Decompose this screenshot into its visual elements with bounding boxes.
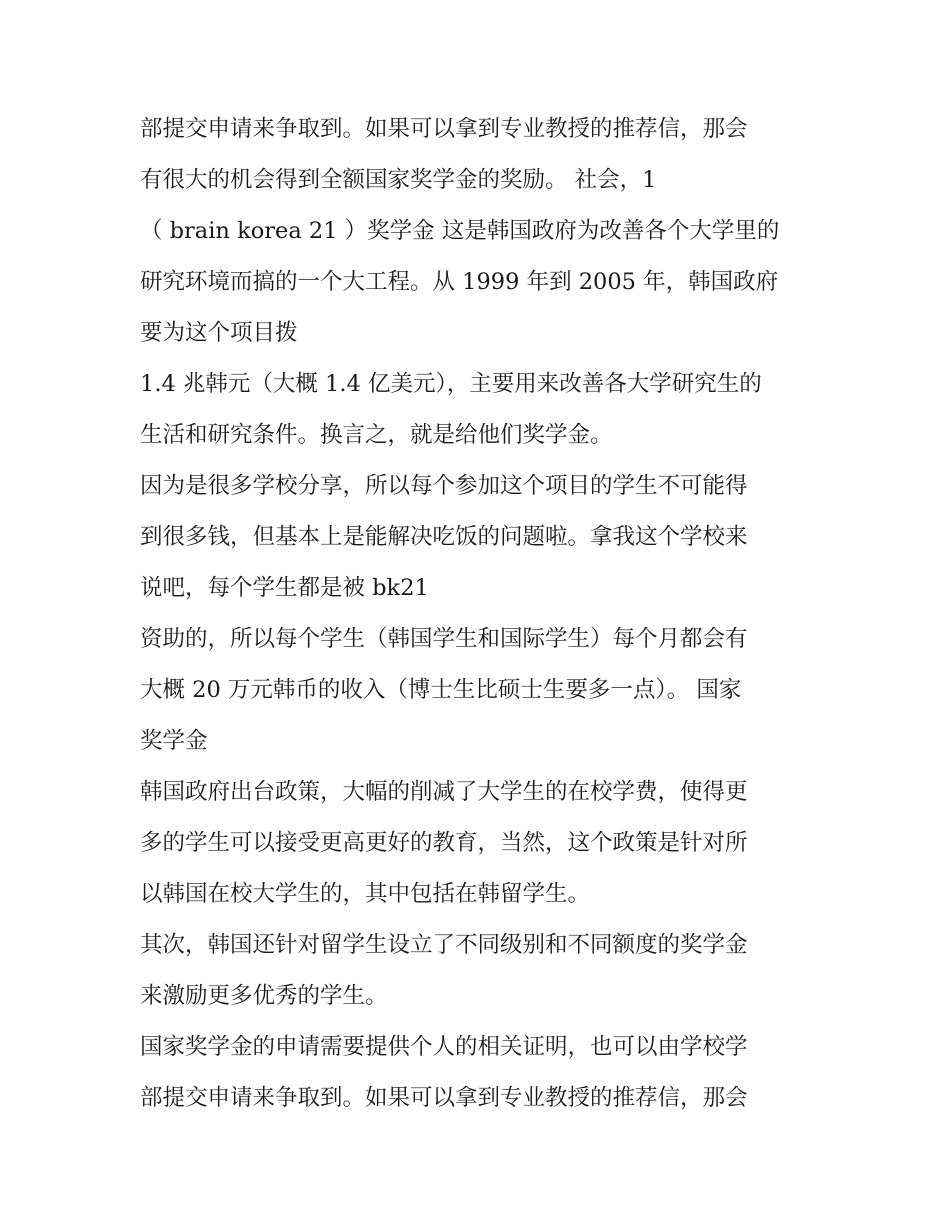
text-line: 其次，韩国还针对留学生设立了不同级别和不同额度的奖学金: [140, 932, 748, 958]
text-line: 到很多钱，但基本上是能解决吃饭的问题啦。拿我这个学校来: [140, 524, 748, 550]
text-line: 国家奖学金的申请需要提供个人的相关证明，也可以由学校学: [140, 1034, 748, 1060]
text-line: 有很大的机会得到全额国家奖学金的奖励。 社会，1: [140, 167, 657, 193]
text-line: 1.4 兆韩元（大概 1.4 亿美元），主要用来改善各大学研究生的: [140, 371, 762, 397]
text-line: 以韩国在校大学生的，其中包括在韩留学生。: [140, 881, 591, 907]
text-line: 奖学金: [140, 728, 208, 754]
text-line: 生活和研究条件。换言之，就是给他们奖学金。: [140, 422, 613, 448]
text-line: 韩国政府出台政策，大幅的削减了大学生的在校学费，使得更: [140, 779, 748, 805]
text-line: 资助的，所以每个学生（韩国学生和国际学生）每个月都会有: [140, 626, 748, 652]
text-line: 部提交申请来争取到。如果可以拿到专业教授的推荐信，那会: [140, 1085, 748, 1111]
text-line: 因为是很多学校分享，所以每个参加这个项目的学生不可能得: [140, 473, 748, 499]
text-line: 大概 20 万元韩币的收入（博士生比硕士生要多一点）。 国家: [140, 677, 742, 703]
text-line: 研究环境而搞的一个大工程。从 1999 年到 2005 年，韩国政府: [140, 269, 779, 295]
text-line: 部提交申请来争取到。如果可以拿到专业教授的推荐信，那会: [140, 116, 748, 142]
text-line: 来激励更多优秀的学生。: [140, 983, 388, 1009]
text-line: 说吧，每个学生都是被 bk21: [140, 575, 429, 601]
text-line: 要为这个项目拨: [140, 320, 298, 346]
text-line: （ brain korea 21 ）奖学金 这是韩国政府为改善各个大学里的: [140, 218, 780, 244]
document-body: [140, 104, 820, 1124]
text-line: 多的学生可以接受更高更好的教育，当然，这个政策是针对所: [140, 830, 748, 856]
